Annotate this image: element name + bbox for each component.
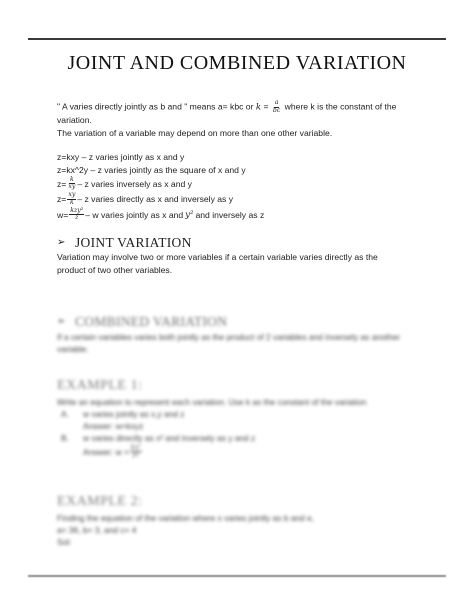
formula-4-numerator: xy [68, 191, 76, 199]
intro-text-b: where k is the constant of the [282, 101, 397, 112]
intro-fraction [272, 100, 281, 114]
example-1-item-a [57, 408, 402, 420]
formula-1-text: z=kxy – z varies jointly as x and y [57, 152, 185, 163]
example-1-a-marker: A. [61, 409, 69, 419]
example-2-title: EXAMPLE 2: [57, 494, 143, 509]
example-2-line-1: Finding the equation of the variation where x varies jointly as b and e, [57, 513, 314, 523]
bottom-rule [28, 575, 446, 577]
example-1-b-marker: B. [61, 433, 69, 443]
intro-equals: = [261, 101, 269, 112]
intro-line-2: variation. [57, 115, 92, 126]
document-body [57, 100, 402, 276]
formula-3-fraction [67, 177, 76, 191]
example-2-section [57, 496, 402, 548]
example-1-b-answer-denominator: yz [132, 451, 140, 459]
arrow-bullet-icon: ➢ [57, 316, 66, 327]
formula-5-math: y² [185, 209, 194, 220]
top-rule [28, 38, 446, 40]
formula-4 [57, 192, 402, 208]
example-1-b-answer-fraction [130, 445, 142, 459]
combined-variation-body: If a certain variables varies both jointly as the product of 2 variables and inversely as another variable. [57, 332, 401, 354]
example-2-line-2: a= 36, b= 3, and c= 4 [57, 525, 137, 535]
formula-5-denominator: z [75, 214, 79, 222]
intro-line-3: The variation of a variable may depend on more than one other variable. [57, 127, 333, 138]
intro-fraction-numerator: a [274, 99, 279, 106]
combined-variation-heading [57, 316, 402, 328]
formula-4-prefix: z= [57, 194, 67, 205]
formula-3-denominator: xy [68, 183, 76, 191]
intro-fraction-denominator: bc [272, 106, 281, 114]
formula-5 [57, 207, 402, 223]
formula-4-fraction [67, 192, 76, 206]
example-1-b-answer-numerator: kx² [130, 443, 141, 451]
example-1-b-answer-prefix: Answer: w = [83, 446, 129, 457]
intro-k: k [255, 102, 262, 113]
example-1-b-answer [57, 444, 402, 460]
formula-2 [57, 164, 402, 177]
example-2-line-3: Sol: [57, 537, 72, 547]
formula-3-numerator: k [69, 175, 74, 183]
example-1-section [57, 380, 402, 460]
formula-5-fraction [69, 208, 84, 222]
formula-3-prefix: z= [57, 178, 67, 189]
formula-4-suffix: – z varies directly as x and inversely as y [77, 194, 234, 205]
joint-variation-title: JOINT VARIATION [75, 234, 192, 250]
formula-5-numerator: kzy² [70, 206, 84, 214]
arrow-bullet-icon: ➢ [57, 236, 66, 248]
example-1-b-text: w varies directly as x² and inversely as y and z [83, 433, 256, 443]
formula-5-prefix: w= [57, 209, 69, 220]
example-1-title: EXAMPLE 1: [57, 378, 143, 393]
combined-variation-section [57, 316, 402, 355]
formula-2-text: z=kx^2y – z varies jointly as the square of x and y [57, 164, 246, 175]
intro-text-a: " A varies directly jointly as b and " means a= kbc or [57, 101, 254, 112]
combined-variation-title: COMBINED VARIATION [75, 314, 228, 329]
formula-5-suffix-end: and inversely as z [195, 209, 265, 220]
formula-3-suffix: – z varies inversely as x and y [77, 178, 192, 189]
example-1-a-answer: Answer: w=kxyz [83, 421, 144, 431]
formula-3 [57, 176, 402, 192]
example-1-a-text: w varies jointly as x,y and z [83, 409, 185, 419]
intro-definition [57, 100, 402, 114]
page-title: JOINT AND COMBINED VARIATION [67, 52, 407, 74]
formula-5-suffix: – w varies jointly as x and [85, 209, 184, 220]
joint-variation-heading [57, 234, 402, 250]
formula-1 [57, 151, 402, 164]
example-1-intro: Write an equation to represent each variation. Use k as the constant of the variation [57, 397, 367, 407]
example-1-item-b [57, 432, 402, 444]
formula-4-denominator: k [69, 198, 74, 206]
joint-variation-body: Variation may involve two or more variables if a certain variable varies directly as the product of two other variables. [57, 252, 378, 275]
